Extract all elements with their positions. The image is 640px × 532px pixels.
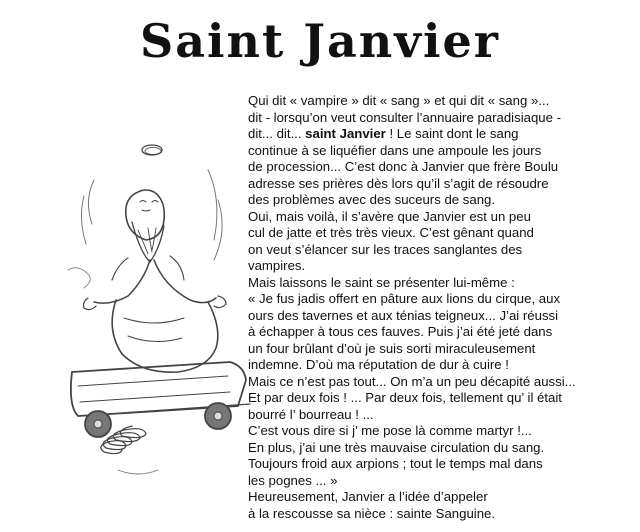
- text-line: cul de jatte et très très vieux. C’est gênant quand: [248, 225, 534, 240]
- wheel-icon: [205, 403, 231, 429]
- text-line: à échapper à tous ces fauves. Puis j’ai été jeté dans: [248, 324, 553, 339]
- text-line: Mais ce n’est pas tout... On m’a un peu décapité aussi...: [248, 373, 576, 389]
- text-line: « Je fus jadis offert en pâture aux lions du cirque, aux: [248, 291, 561, 306]
- text-segment: ! Le saint dont le sang: [385, 126, 519, 141]
- text-line: Heureusement, Janvier a l’idée d’appeler: [248, 489, 488, 504]
- text-line: adresse ses prières dès lors qu’il s’agit de résoudre: [248, 175, 549, 191]
- page-title: Saint Janvier: [140, 14, 500, 68]
- text-line: Mais laissons le saint se présenter lui-même :: [248, 274, 515, 290]
- text-line: vampires.: [248, 258, 306, 273]
- halo-icon: [142, 145, 162, 155]
- text-line: indemne. D’où ma réputation de dur à cuire !: [248, 357, 509, 372]
- text-line: les pognes ... »: [248, 472, 338, 488]
- text-line: de procession... C’est donc à Janvier que frère Boulu: [248, 159, 559, 174]
- text-line: ours des tavernes et aux ténias teigneux... J’ai réussi: [248, 307, 559, 323]
- text-line: dit - lorsqu’on veut consulter l’annuaire paradisiaque -: [248, 109, 562, 125]
- text-line: continue à se liquéfier dans une ampoule les jours: [248, 142, 542, 158]
- text-line: des problèmes avec des suceurs de sang.: [248, 192, 496, 207]
- text-line: à la rescousse sa nièce : sainte Sanguine.: [248, 505, 496, 521]
- text-line: Et par deux fois ! ... Par deux fois, tellement qu’ il était: [248, 390, 562, 405]
- text-line: [248, 126, 628, 143]
- text-line: En plus, j’ai une très mauvaise circulation du sang.: [248, 439, 545, 455]
- text-line: Qui dit « vampire » dit « sang » et qui dit « sang »...: [248, 93, 550, 108]
- text-line: on veut s’élancer sur les traces sanglantes des: [248, 241, 523, 257]
- wheel-icon: [85, 411, 111, 437]
- text-segment: dit... dit...: [248, 126, 306, 141]
- text-line: C’est vous dire si j’ me pose là comme martyr !...: [248, 423, 532, 438]
- text-line: Oui, mais voilà, il s’avère que Janvier est un peu: [248, 208, 531, 224]
- text-line: Toujours froid aux arpions ; tout le temps mal dans: [248, 456, 543, 471]
- text-line: bourré l’ bourreau ! ...: [248, 406, 374, 422]
- text-line: un four brûlant d’où je suis sorti miraculeusement: [248, 340, 536, 356]
- article-text: [248, 93, 628, 522]
- saint-janvier-illustration: [58, 140, 254, 500]
- saint-name-bold: saint Janvier: [305, 126, 386, 141]
